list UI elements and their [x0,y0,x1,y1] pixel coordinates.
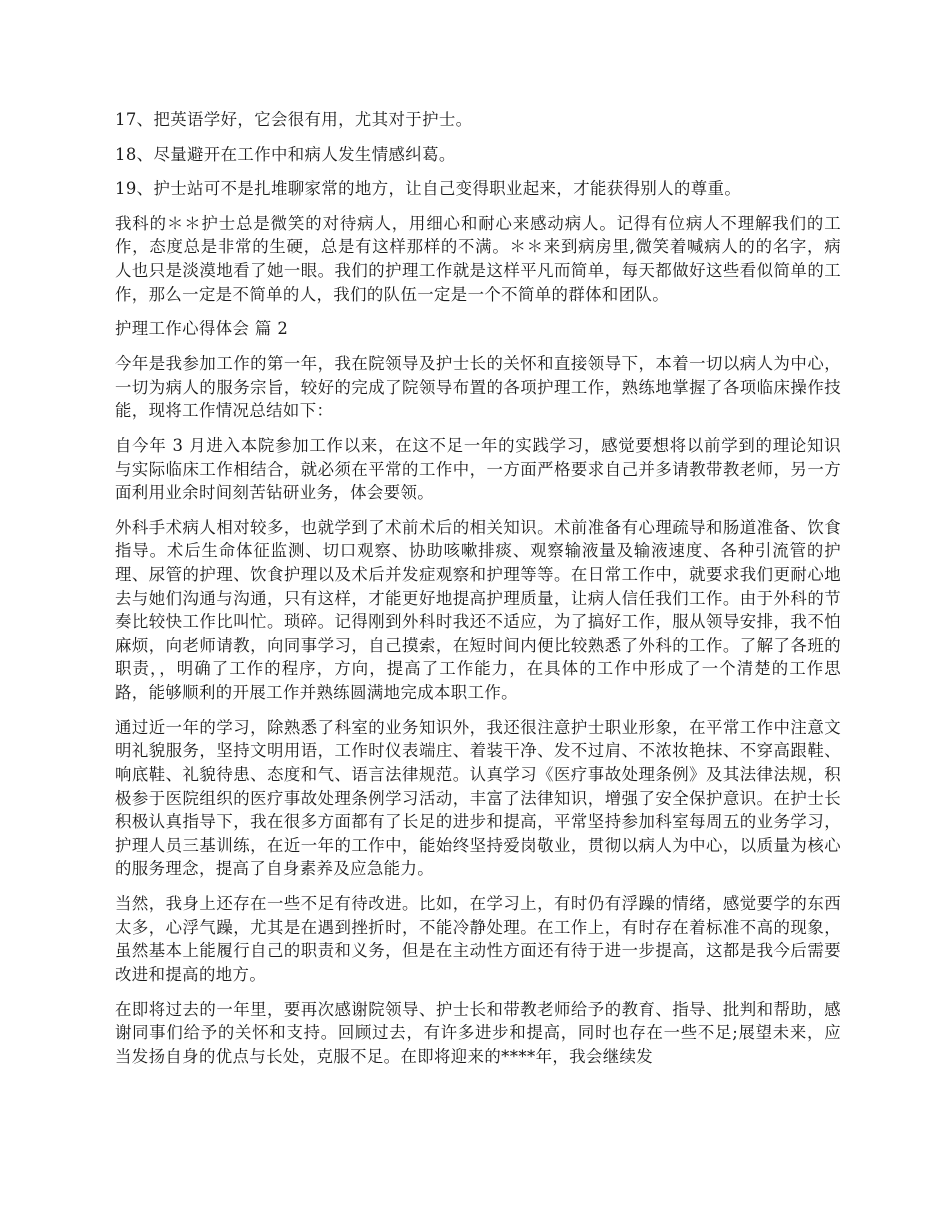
section-heading: 护理工作心得体会 篇 2 [115,319,289,339]
paragraph-outlook: 在即将过去的一年里，要再次感谢院领导、护士长和带教老师给予的教育、指导、批判和帮助，感谢同事们给予的关怀和支持。回顾过去，有许多进步和提高，同时也存在一些不足;展望未来，应当发扬自身的优点与长处，克服不足。在即将迎来的****年，我会继续发 [115,999,841,1066]
paragraph-professional-image: 通过近一年的学习，除熟悉了科室的业务知识外，我还很注意护士职业形象，在平常工作中注意文明礼貌服务，坚持文明用语，工作时仪表端庄、着装干净、发不过肩、不浓妆艳抹、不穿高跟鞋、响底鞋、礼貌待患、态度和气、语言法律规范。认真学习《医疗事故处理条例》及其法律法规，积极参于医院组织的医疗事故处理条例学习活动，丰富了法律知识，增强了安全保护意识。在护士长积极认真指导下，我在很多方面都有了长足的进步和提高，平常坚持参加科室每周五的业务学习，护理人员三基训练，在近一年的工作中，能始终坚持爱岗敬业，贯彻以病人为中心，以质量为核心的服务理念，提高了自身素养及应急能力。 [115,717,841,879]
list-item-18: 18、尽量避开在工作中和病人发生情感纠葛。 [115,144,456,164]
document-page [115,108,841,1080]
paragraph-intro: 今年是我参加工作的第一年，我在院领导及护士长的关怀和直接领导下，本着一切以病人为中心，一切为病人的服务宗旨，较好的完成了院领导布置的各项护理工作，熟练地掌握了各项临床操作技能，现将工作情况总结如下： [115,353,841,421]
list-item-19: 19、护士站可不是扎堆聊家常的地方，让自己变得职业起来，才能获得别人的尊重。 [115,179,742,199]
paragraph-surgery: 外科手术病人相对较多，也就学到了术前术后的相关知识。术前准备有心理疏导和肠道准备、饮食指导。术后生命体征监测、切口观察、协助咳嗽排痰、观察输液量及输液速度、各种引流管的护理、尿管的护理、饮食护理以及术后并发症观察和护理等等。在日常工作中，就要求我们更耐心地去与她们沟通与沟通，只有这样，才能更好地提高护理质量，让病人信任我们工作。由于外科的节奏比较快工作比叫忙。琐碎。记得刚到外科时我还不适应，为了搞好工作，服从领导安排，我不怕麻烦，向老师请教，向同事学习，自己摸索，在短时间内便比较熟悉了外科的工作。了解了各班的职责，，明确了工作的程序，方向，提高了工作能力，在具体的工作中形成了一个清楚的工作思路，能够顺利的开展工作并熟练圆满地完成本职工作。 [115,517,841,703]
paragraph-shortcomings: 当然，我身上还存在一些不足有待改进。比如，在学习上，有时仍有浮躁的情绪，感觉要学的东西太多，心浮气躁，尤其是在遇到挫折时，不能冷静处理。在工作上，有时存在着标准不高的现象，虽然基本上能履行自己的职责和义务，但是在主动性方面还有待于进一步提高，这都是我今后需要改进和提高的地方。 [115,894,841,984]
paragraph-study: 自今年 3 月进入本院参加工作以来，在这不足一年的实践学习，感觉要想将以前学到的理论知识与实际临床工作相结合，就必须在平常的工作中，一方面严格要求自己并多请教带教老师，另一方面利用业余时间刻苦钻研业务，体会要领。 [115,435,841,503]
paragraph-nurse-story: 我科的＊＊护士总是微笑的对待病人，用细心和耐心来感动病人。记得有位病人不理解我们的工作，态度总是非常的生硬，总是有这样那样的不满。＊＊来到病房里,微笑着喊病人的的名字，病人也只是淡漠地看了她一眼。我们的护理工作就是这样平凡而简单，每天都做好这些看似简单的工作，那么一定是不简单的人，我们的队伍一定是一个不简单的群体和团队。 [115,213,841,304]
list-item-17: 17、把英语学好，它会很有用，尤其对于护士。 [115,110,473,129]
